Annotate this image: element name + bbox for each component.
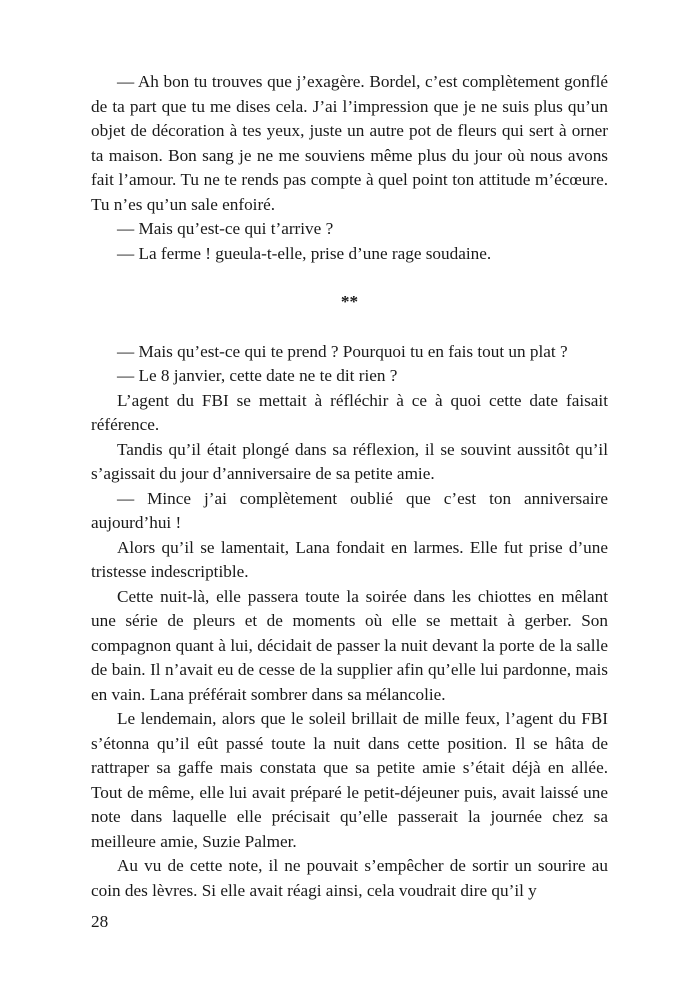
scene-separator: ** <box>340 292 359 311</box>
paragraph: — Ah bon tu trouves que j’exagère. Bordel, c’est complètement gonflé de ta part que tu me dises cela. J’ai l’impression que je ne suis plus qu’un objet de décoration à tes yeux, juste un autre pot de fleurs qui sert à orner ta maison. Bon sang je ne me souviens même plus du jour où nous avons fait l’amour. Tu ne te rends pas compte à quel point ton attitude m’écœure. Tu n’es qu’un sale enfoiré. <box>91 72 608 214</box>
paragraph: — Le 8 janvier, cette date ne te dit rien ? <box>117 366 398 385</box>
paragraph: Au vu de cette note, il ne pouvait s’empêcher de sortir un sourire au coin des lèvres. Si elle avait réagi ainsi, cela voudrait dire qu’il y <box>91 856 608 900</box>
paragraph: Cette nuit-là, elle passera toute la soirée dans les chiottes en mêlant une série de pleurs et de moments où elle se mettait à gerber. Son compagnon quant à lui, décidait de passer la nuit devant la porte de la salle de bain. Il n’avait eu de cesse de la supplier afin qu’elle lui pardonne, mais en vain. Lana préférait sombrer dans sa mélancolie. <box>91 586 608 704</box>
paragraph: Tandis qu’il était plongé dans sa réflexion, il se souvint aussitôt qu’il s’agissait du jour d’anniversaire de sa petite amie. <box>91 439 608 483</box>
paragraph: Alors qu’il se lamentait, Lana fondait en larmes. Elle fut prise d’une tristesse indescriptible. <box>91 537 608 581</box>
paragraph: — La ferme ! gueula-t-elle, prise d’une rage soudaine. <box>117 243 492 263</box>
paragraph: — Mais qu’est-ce qui t’arrive ? <box>117 219 334 238</box>
paragraph: Le lendemain, alors que le soleil brillait de mille feux, l’agent du FBI s’étonna qu’il eût passé toute la nuit dans cette position. Il se hâta de rattraper sa gaffe mais constata que sa petite amie s’était déjà en allée. Tout de même, elle lui avait préparé le petit-déjeuner puis, avait laissé une note dans laquelle elle précisait qu’elle passerait la journée chez sa meilleure amie, Suzie Palmer. <box>91 709 608 851</box>
page-body <box>91 70 608 903</box>
paragraph: — Mais qu’est-ce qui te prend ? Pourquoi tu en fais tout un plat ? <box>117 341 568 361</box>
paragraph: L’agent du FBI se mettait à réfléchir à ce à quoi cette date faisait référence. <box>91 390 608 434</box>
page-number: 28 <box>91 912 109 931</box>
paragraph: — Mince j’ai complètement oublié que c’est ton anniversaire aujourd’hui ! <box>91 488 608 532</box>
